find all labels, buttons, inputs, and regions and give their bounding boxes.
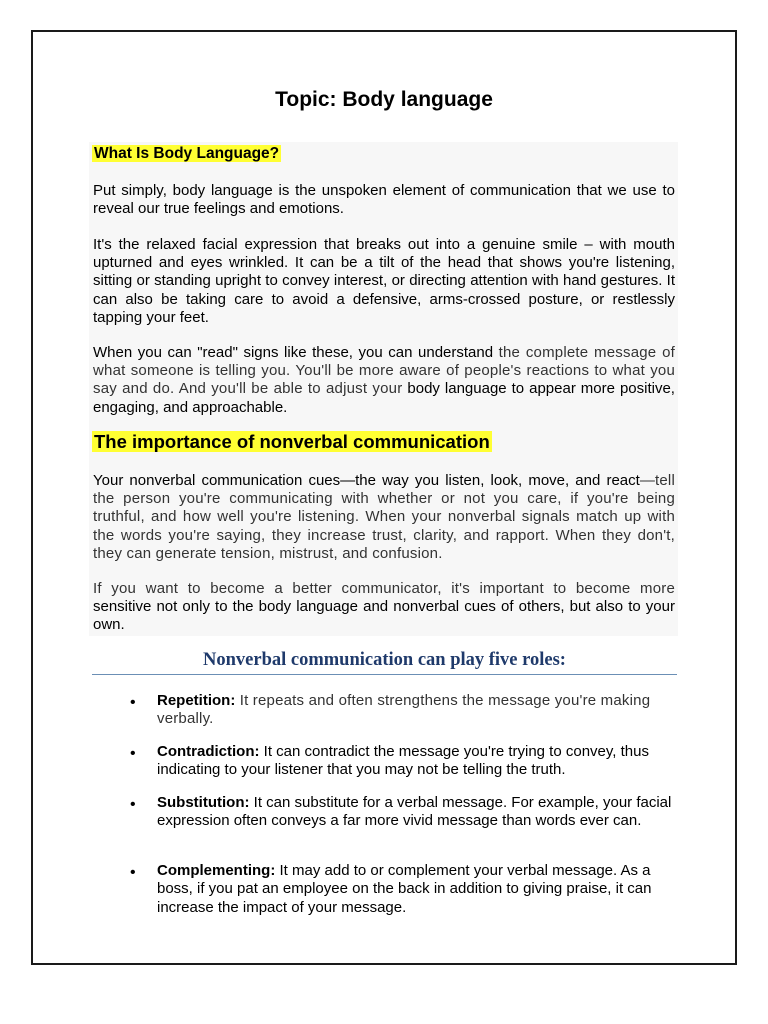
paragraph-segment: —tell the person you're communicating with whether or not you care, if you're being truthful, and how well you're listening. When your nonverbal signals match up with the words you're saying, they increase trust, clarity, and rapport. When they don't, they can generate tension, mistrust, and confusion. bbox=[93, 472, 675, 562]
paragraph: It's the relaxed facial expression that breaks out into a genuine smile – with mouth upturned and eyes wrinkled. It can be a tilt of the head that shows you're listening, sitting or standing upright to convey interest, or directing attention with hand gestures. It can also be taking care to avoid a defensive, arms-crossed posture, or restlessly tapping your feet. bbox=[93, 236, 675, 326]
list-item-text: It can contradict the message you're trying to convey, thus indicating to your listener that you may not be telling the truth. bbox=[157, 743, 649, 779]
list-item-term: Substitution: bbox=[157, 794, 250, 811]
list-item bbox=[157, 692, 677, 729]
bullet-icon: • bbox=[130, 745, 136, 762]
paragraph-segment: sensitive not only to the body language and nonverbal cues of others, but also to your own. bbox=[93, 598, 675, 634]
list-item-term: Repetition: bbox=[157, 692, 236, 709]
paragraph-segment: the complete message of what someone is telling you. You'll be more aware of people's reactions to what you say and do. And you'll be able to adjust your bbox=[93, 344, 675, 398]
paragraph: Put simply, body language is the unspoken element of communication that we use to reveal our true feelings and emotions. bbox=[93, 182, 675, 218]
heading-underline bbox=[92, 674, 677, 675]
document-title: Topic: Body language bbox=[275, 88, 493, 111]
list-item-term: Contradiction: bbox=[157, 743, 260, 760]
paragraph bbox=[93, 472, 675, 563]
list-item-text: It can substitute for a verbal message. For example, your facial expression often conveys a far more vivid message than words ever can. bbox=[157, 794, 672, 830]
highlighted-heading: The importance of nonverbal communication bbox=[94, 431, 490, 452]
bullet-icon: • bbox=[130, 864, 136, 881]
roles-heading: Nonverbal communication can play five roles: bbox=[203, 650, 566, 670]
section-heading-what-is-body-language bbox=[92, 145, 281, 163]
highlighted-heading: What Is Body Language? bbox=[94, 145, 280, 162]
paragraph-segment: body language to appear more positive, engaging, and approachable. bbox=[93, 380, 675, 416]
list-item bbox=[157, 794, 677, 831]
paragraph-segment: When you can "read" signs like these, you can understand bbox=[93, 344, 494, 361]
list-item-text: It repeats and often strengthens the message you're making verbally. bbox=[157, 692, 651, 728]
list-item-term: Complementing: bbox=[157, 862, 276, 879]
list-item-text: It may add to or complement your verbal message. As a boss, if you pat an employee on the back in addition to giving praise, it can increase the impact of your message. bbox=[157, 862, 652, 916]
list-item bbox=[157, 862, 677, 917]
bullet-icon: • bbox=[130, 694, 136, 711]
bullet-icon: • bbox=[130, 796, 136, 813]
paragraph-segment: If you want to become a better communicator, it's important to become more bbox=[93, 580, 675, 597]
paragraph-segment: Your nonverbal communication cues—the way you listen, look, move, and react bbox=[93, 472, 640, 489]
section-heading-importance bbox=[92, 431, 492, 453]
list-item bbox=[157, 743, 677, 780]
paragraph bbox=[93, 344, 675, 417]
paragraph bbox=[93, 580, 675, 635]
